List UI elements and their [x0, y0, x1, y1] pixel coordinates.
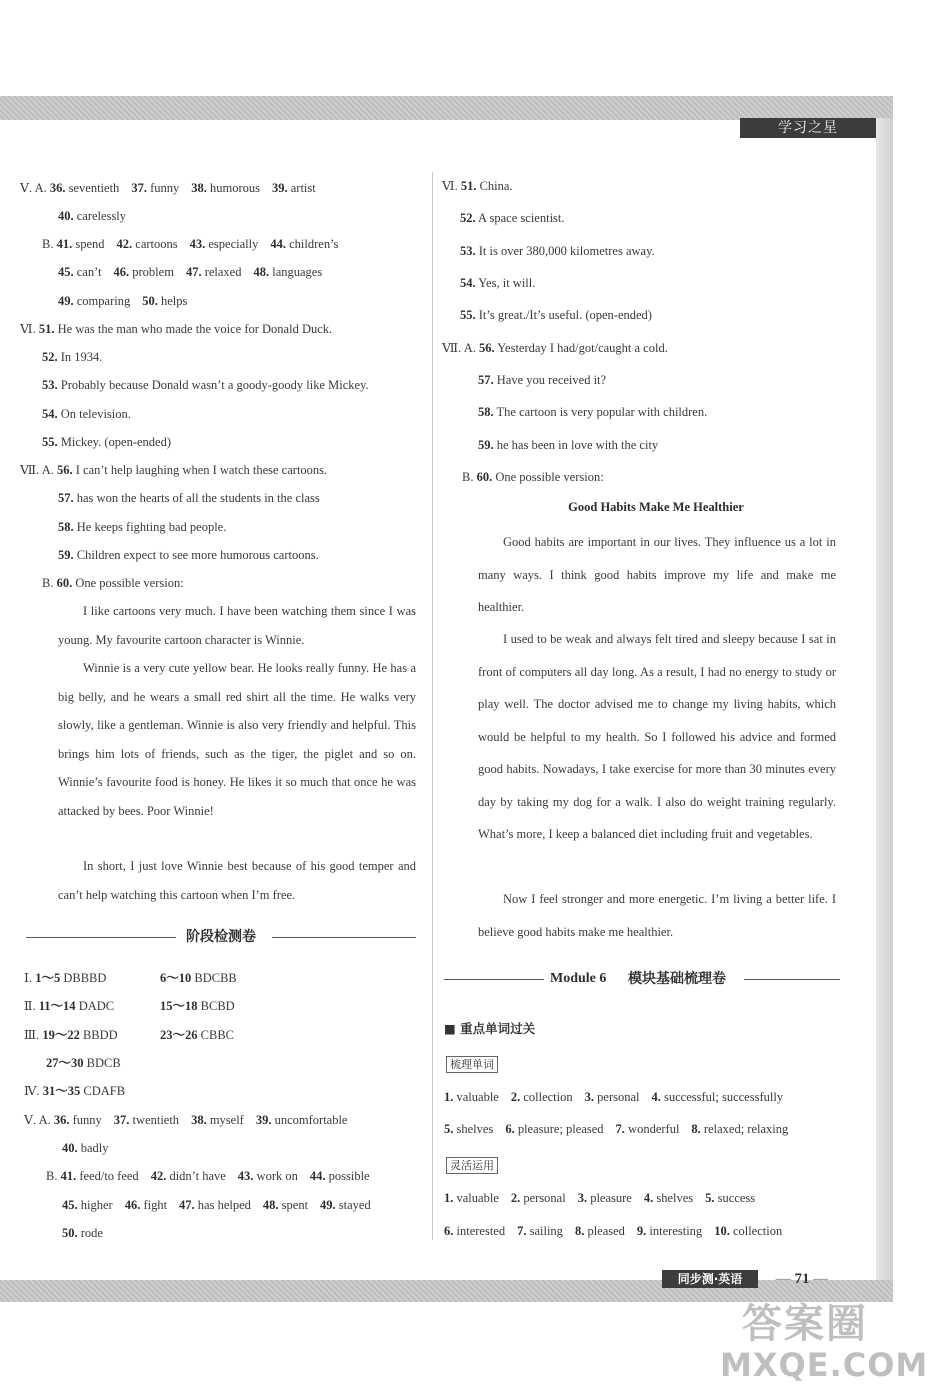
page-edge-shade [876, 118, 893, 1280]
key-words-heading: ■ 重点单词过关 [444, 1021, 536, 1036]
answer-line: 52. A space scientist. [460, 211, 565, 225]
answer-line: 57. has won the hearts of all the students in the class [58, 491, 320, 505]
answer-line: 1. valuable 2. collection 3. personal 4. successful; successfully [444, 1090, 784, 1104]
answer-line: 57. Have you received it? [478, 373, 607, 387]
answer-line: Ⅵ. 51. China. [442, 179, 513, 193]
answer-line: B. 60. One possible version: [42, 576, 184, 590]
footer-band [0, 1280, 893, 1302]
answer-line: 53. It is over 380,000 kilometres away. [460, 244, 655, 258]
answer-line: 53. Probably because Donald wasn’t a goody-goody like Mickey. [42, 378, 369, 392]
answer-line: B. 41. spend 42. cartoons 43. especially 44. children’s [42, 237, 339, 251]
answer-line: 55. Mickey. (open-ended) [42, 435, 172, 449]
column-divider [432, 172, 433, 1240]
answer-line: 54. Yes, it will. [460, 276, 536, 290]
answer-line: 40. carelessly [58, 209, 127, 223]
answer-line: 59. he has been in love with the city [478, 438, 659, 452]
answer-line: 23～26 CBBC [160, 1028, 234, 1042]
answer-line: 6～10 BDCBB [160, 971, 237, 985]
answer-line: 52. In 1934. [42, 350, 103, 364]
footer-brand: 同步测·英语 [662, 1270, 758, 1288]
answer-line: 45. can’t 46. problem 47. relaxed 48. languages [58, 265, 323, 279]
answer-line: 49. comparing 50. helps [58, 294, 188, 308]
answer-line: Ⅵ. 51. He was the man who made the voice for Donald Duck. [20, 322, 333, 336]
essay-paragraph: I like cartoons very much. I have been watching them since I was young. My favourite cartoon character is Winnie. [58, 604, 416, 647]
answer-line: 45. higher 46. fight 47. has helped 48. spent 49. stayed [62, 1198, 371, 1212]
essay-paragraph: Winnie is a very cute yellow bear. He looks really funny. He has a big belly, and he wears a small red shirt all the time. He walks very slowly, like a gentleman. Winnie is also very friendly and helpful. This brings him lots of friends, such as the tiger, the piglet and so on. Winnie’s favourite food is honey. He likes it so much that once he was attacked by bees. Poor Winnie! [58, 661, 416, 818]
answer-line: Ⅲ. 19～22 BBDD [24, 1028, 118, 1042]
answer-line: 54. On television. [42, 407, 131, 421]
watermark-logo: 答案圈 MXQE.COM [720, 1301, 928, 1384]
answer-line: Ⅴ. A. 36. funny 37. twentieth 38. myself 39. uncomfortable [24, 1113, 348, 1127]
answer-line: 40. badly [62, 1141, 109, 1155]
answer-line: 5. shelves 6. pleasure; pleased 7. wonderful 8. relaxed; relaxing [444, 1122, 789, 1136]
answer-line: Ⅱ. 11～14 DADC [24, 999, 115, 1013]
header-band [0, 96, 893, 120]
section-label: 灵活运用 [446, 1157, 498, 1174]
module-title: Module 6 模块基础梳理卷 [444, 967, 840, 991]
answer-line: 6. interested 7. sailing 8. pleased 9. interesting 10. collection [444, 1224, 783, 1238]
answer-line: Ⅶ. A. 56. Yesterday I had/got/caught a cold. [442, 341, 668, 355]
essay-paragraph: Now I feel stronger and more energetic. I’m living a better life. I believe good habits make me healthier. [478, 892, 836, 939]
essay-title: Good Habits Make Me Healthier [568, 500, 744, 514]
essay-paragraph: Good habits are important in our lives. They influence us a lot in many ways. I think good habits improve my life and make me healthier. [478, 535, 836, 614]
answer-line: 15～18 BCBD [160, 999, 235, 1013]
essay-paragraph: I used to be weak and always felt tired and sleepy because I sat in front of computers all day long. As a result, I had no energy to study or play well. The doctor advised me to change my living habits, which would be helpful to my health. So I followed his advice and formed good habits. Nowadays, I take exercise for more than 30 minutes every day by taking my dog for a walk. I also do weight training regularly. What’s more, I keep a balanced diet including fruit and vegetables. [478, 632, 836, 841]
section-label: 梳理单词 [446, 1056, 498, 1073]
answer-line: B. 41. feed/to feed 42. didn’t have 43. work on 44. possible [46, 1169, 370, 1183]
essay-paragraph: In short, I just love Winnie best because of his good temper and can’t help watching this cartoon when I’m free. [58, 859, 416, 902]
answer-line: 58. The cartoon is very popular with children. [478, 405, 708, 419]
answer-line: 27～30 BDCB [46, 1056, 121, 1070]
answer-line: 55. It’s great./It’s useful. (open-ended) [460, 308, 652, 322]
answer-line: 1. valuable 2. personal 3. pleasure 4. shelves 5. success [444, 1191, 756, 1205]
answer-line: Ⅰ. 1～5 DBBBD [24, 971, 107, 985]
answer-line: 59. Children expect to see more humorous cartoons. [58, 548, 319, 562]
answer-line: Ⅴ. A. 36. seventieth 37. funny 38. humorous 39. artist [20, 181, 316, 195]
answer-line: 50. rode [62, 1226, 103, 1240]
answer-line: Ⅳ. 31～35 CDAFB [24, 1084, 126, 1098]
header-brand: 学习之星 [740, 118, 876, 138]
answer-line: Ⅶ. A. 56. I can’t help laughing when I watch these cartoons. [20, 463, 328, 477]
stage-test-title: 阶段检测卷 [26, 925, 416, 949]
page-number: — 71 — [775, 1271, 829, 1287]
answer-line: B. 60. One possible version: [462, 470, 604, 484]
answer-line: 58. He keeps fighting bad people. [58, 520, 227, 534]
